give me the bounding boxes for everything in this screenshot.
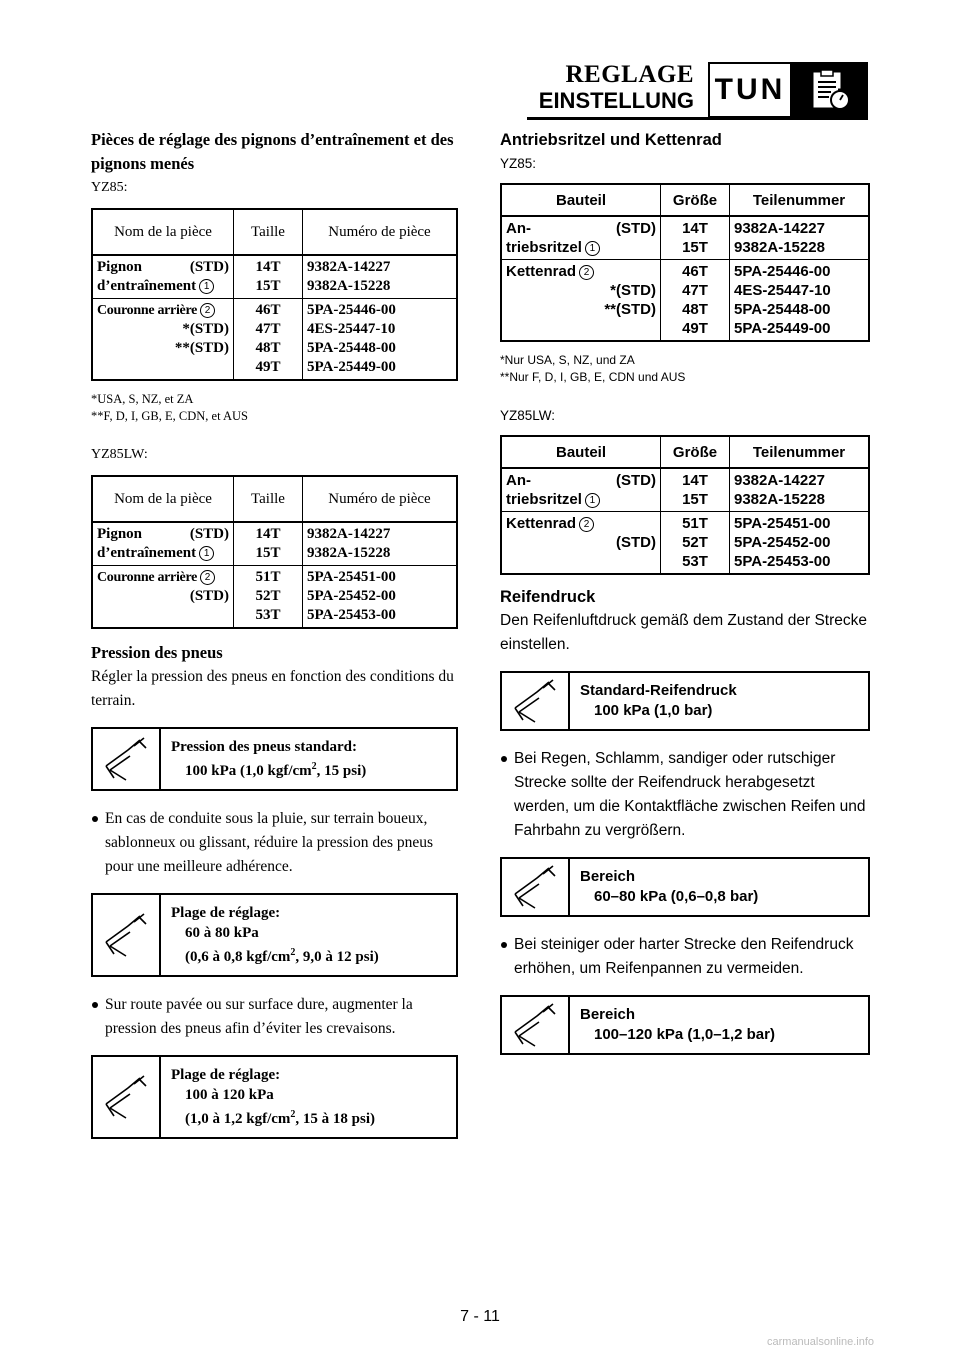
spec-value: 100 kPa (1,0 bar) <box>594 702 713 719</box>
spec-value: 60 à 80 kPa <box>185 925 259 941</box>
size-value: 14T <box>682 220 708 237</box>
spec-value: (0,6 à 0,8 kgf/cm <box>185 949 291 965</box>
std-tag: (STD) <box>616 534 656 551</box>
part-number: 5PA-25449-00 <box>734 320 831 337</box>
callout-number: 1 <box>585 241 600 256</box>
spec-box <box>500 995 870 1055</box>
section-code-box: TUN <box>708 62 792 118</box>
size-value: 14T <box>682 472 708 489</box>
std-tag: (STD) <box>189 526 229 542</box>
callout-number: 1 <box>199 279 214 294</box>
spec-value: 100 kPa (1,0 kgf/cm <box>185 763 312 779</box>
table-row <box>92 566 457 629</box>
bullet-item: Bei steiniger oder harter Strecke den Reifendruck erhöhen, um Reifenpannen zu vermeiden. <box>500 933 870 981</box>
watermark: carmanualsonline.info <box>767 1336 875 1348</box>
part-number: 5PA-25449-00 <box>307 359 396 375</box>
size-value: 47T <box>255 321 281 337</box>
spec-title: Plage de réglage: <box>171 1067 281 1083</box>
wrench-spec-icon <box>93 895 161 975</box>
part-number: 9382A-14227 <box>307 259 391 275</box>
col-header-part-name: Nom de la pièce <box>92 209 234 255</box>
wrench-spec-icon <box>502 997 570 1053</box>
footnote: *USA, S, NZ, et ZA <box>91 392 194 406</box>
tire-heading-fr: Pression des pneus <box>91 643 223 662</box>
page-number: 7 - 11 <box>460 1308 500 1325</box>
part-name: Kettenrad <box>506 263 577 280</box>
model-label-yz85-de: YZ85: <box>500 156 537 171</box>
part-number: 9382A-14227 <box>307 526 391 542</box>
part-number: 5PA-25448-00 <box>734 301 831 318</box>
table-row <box>501 512 869 575</box>
part-number: 9382A-15228 <box>307 278 391 294</box>
table-row <box>501 216 869 260</box>
part-number: 5PA-25452-00 <box>734 534 831 551</box>
col-header-size: Größe <box>661 184 730 216</box>
sprocket-heading-fr: Pièces de réglage des pignons d’entraînement et des pignons menés <box>91 130 454 173</box>
size-value: 49T <box>255 359 281 375</box>
part-name: triebsritzel <box>506 239 582 256</box>
size-value: 47T <box>682 282 708 299</box>
col-header-part-name: Nom de la pièce <box>92 476 234 522</box>
callout-number: 2 <box>579 265 594 280</box>
callout-number: 2 <box>200 303 215 318</box>
footnote: **F, D, I, GB, E, CDN, et AUS <box>91 409 248 423</box>
spec-value: , 9,0 à 12 psi) <box>295 949 379 965</box>
wrench-spec-icon <box>93 1057 161 1137</box>
spec-title: Bereich <box>580 1006 636 1023</box>
part-number: 9382A-15228 <box>734 239 825 256</box>
col-header-size: Taille <box>234 209 303 255</box>
sprocket-table-yz85lw-fr <box>91 475 458 629</box>
size-value: 49T <box>682 320 708 337</box>
spec-value: (1,0 à 1,2 kgf/cm <box>185 1111 291 1127</box>
size-value: 51T <box>682 515 708 532</box>
size-value: 14T <box>255 259 281 275</box>
part-name: d’entraînement <box>97 545 197 561</box>
col-header-part-number: Teilenummer <box>730 436 870 468</box>
spec-title: Pression des pneus standard: <box>171 739 358 755</box>
wrench-spec-icon <box>502 859 570 915</box>
col-header-part-number: Numéro de pièce <box>303 476 458 522</box>
table-row <box>501 260 869 342</box>
superscript: 2 <box>290 947 296 958</box>
bullet-item: En cas de conduite sous la pluie, sur terrain boueux, sablonneux ou glissant, réduire la pression des pneus pour une meilleure adhérence. <box>91 807 458 879</box>
std-tag: (STD) <box>616 472 656 489</box>
callout-number: 1 <box>585 493 600 508</box>
part-number: 5PA-25448-00 <box>307 340 396 356</box>
part-name: Couronne arrière <box>97 303 198 318</box>
page-header <box>539 62 694 112</box>
bullet-item: Bei Regen, Schlamm, sandiger oder rutschiger Strecke sollte der Reifendruck herabgesetzt werden, um die Kontaktfläche zwischen Reifen und Fahrbahn zu vergrößern. <box>500 747 870 843</box>
part-name: d’entraînement <box>97 278 197 294</box>
superscript: 2 <box>311 761 317 772</box>
part-number: 9382A-14227 <box>734 220 825 237</box>
part-name: Pignon <box>97 526 143 542</box>
std-tag: (STD) <box>616 220 656 237</box>
part-name: Kettenrad <box>506 515 577 532</box>
spec-box <box>91 893 458 977</box>
spec-box <box>91 727 458 791</box>
sprocket-table-yz85lw-de <box>500 435 870 575</box>
tire-paragraph-de: Den Reifenluftdruck gemäß dem Zustand der Strecke einstellen. <box>500 612 868 653</box>
tire-heading-de: Reifendruck <box>500 588 596 606</box>
col-header-part-number: Numéro de pièce <box>303 209 458 255</box>
column-german <box>500 128 870 1071</box>
header-title-fr: REGLAGE <box>565 61 694 88</box>
callout-number: 2 <box>200 570 215 585</box>
spec-value: , 15 à 18 psi) <box>295 1111 375 1127</box>
size-value: 46T <box>255 302 281 318</box>
callout-number: 2 <box>579 517 594 532</box>
std-tag: *(STD) <box>610 282 656 299</box>
bullet-item: Sur route pavée ou sur surface dure, augmenter la pression des pneus afin d’éviter les crevaisons. <box>91 993 458 1041</box>
sprocket-heading-de: Antriebsritzel und Kettenrad <box>500 131 722 149</box>
callout-number: 1 <box>199 546 214 561</box>
model-label-yz85-fr: YZ85: <box>91 180 128 195</box>
col-header-part-number: Teilenummer <box>730 184 870 216</box>
size-value: 48T <box>255 340 281 356</box>
size-value: 15T <box>682 239 708 256</box>
part-number: 5PA-25446-00 <box>307 302 396 318</box>
table-row <box>501 468 869 512</box>
spec-box <box>91 1055 458 1139</box>
col-header-part-name: Bauteil <box>501 184 661 216</box>
part-name: Couronne arrière <box>97 570 198 585</box>
part-name: An- <box>506 220 531 237</box>
size-value: 15T <box>255 278 281 294</box>
footnote: **Nur F, D, I, GB, E, CDN und AUS <box>500 370 686 384</box>
spec-title: Plage de réglage: <box>171 905 281 921</box>
spec-title: Standard-Reifendruck <box>580 682 737 699</box>
spec-box <box>500 671 870 731</box>
part-number: 5PA-25452-00 <box>307 588 396 604</box>
column-french <box>91 128 458 1155</box>
sprocket-table-yz85-de <box>500 183 870 342</box>
spec-value: 100–120 kPa (1,0–1,2 bar) <box>594 1026 775 1043</box>
size-value: 46T <box>682 263 708 280</box>
size-value: 14T <box>255 526 281 542</box>
size-value: 48T <box>682 301 708 318</box>
part-number: 5PA-25451-00 <box>307 569 396 585</box>
size-value: 51T <box>255 569 281 585</box>
col-header-size: Größe <box>661 436 730 468</box>
std-tag: **(STD) <box>174 340 229 356</box>
spec-value: , 15 psi) <box>316 763 367 779</box>
tire-paragraph-fr: Régler la pression des pneus en fonction des conditions du terrain. <box>91 668 454 709</box>
std-tag: (STD) <box>189 259 229 275</box>
part-number: 9382A-14227 <box>734 472 825 489</box>
part-name: An- <box>506 472 531 489</box>
spec-box <box>500 857 870 917</box>
part-name: Pignon <box>97 259 143 275</box>
clipboard-stopwatch-icon <box>792 62 868 118</box>
std-tag: (STD) <box>189 588 229 604</box>
std-tag: **(STD) <box>604 301 656 318</box>
spec-value: 60–80 kPa (0,6–0,8 bar) <box>594 888 759 905</box>
part-number: 5PA-25453-00 <box>307 607 396 623</box>
size-value: 15T <box>255 545 281 561</box>
spec-value: 100 à 120 kPa <box>185 1087 274 1103</box>
size-value: 53T <box>682 553 708 570</box>
size-value: 52T <box>255 588 281 604</box>
part-number: 4ES-25447-10 <box>307 321 396 337</box>
spec-title: Bereich <box>580 868 636 885</box>
model-label-yz85lw-de: YZ85LW: <box>500 408 556 423</box>
std-tag: *(STD) <box>182 321 229 337</box>
part-number: 4ES-25447-10 <box>734 282 831 299</box>
sprocket-table-yz85-fr <box>91 208 458 381</box>
part-number: 9382A-15228 <box>734 491 825 508</box>
part-number: 5PA-25446-00 <box>734 263 831 280</box>
table-row <box>92 299 457 381</box>
table-row <box>92 522 457 566</box>
table-row <box>92 255 457 299</box>
footnote: *Nur USA, S, NZ, und ZA <box>500 353 635 367</box>
size-value: 52T <box>682 534 708 551</box>
superscript: 2 <box>290 1109 296 1120</box>
col-header-size: Taille <box>234 476 303 522</box>
part-name: triebsritzel <box>506 491 582 508</box>
part-number: 5PA-25453-00 <box>734 553 831 570</box>
header-title-de: EINSTELLUNG <box>538 88 694 113</box>
size-value: 53T <box>255 607 281 623</box>
model-label-yz85lw-fr: YZ85LW: <box>91 447 148 462</box>
col-header-part-name: Bauteil <box>501 436 661 468</box>
wrench-spec-icon <box>93 729 161 789</box>
part-number: 9382A-15228 <box>307 545 391 561</box>
size-value: 15T <box>682 491 708 508</box>
wrench-spec-icon <box>502 673 570 729</box>
part-number: 5PA-25451-00 <box>734 515 831 532</box>
